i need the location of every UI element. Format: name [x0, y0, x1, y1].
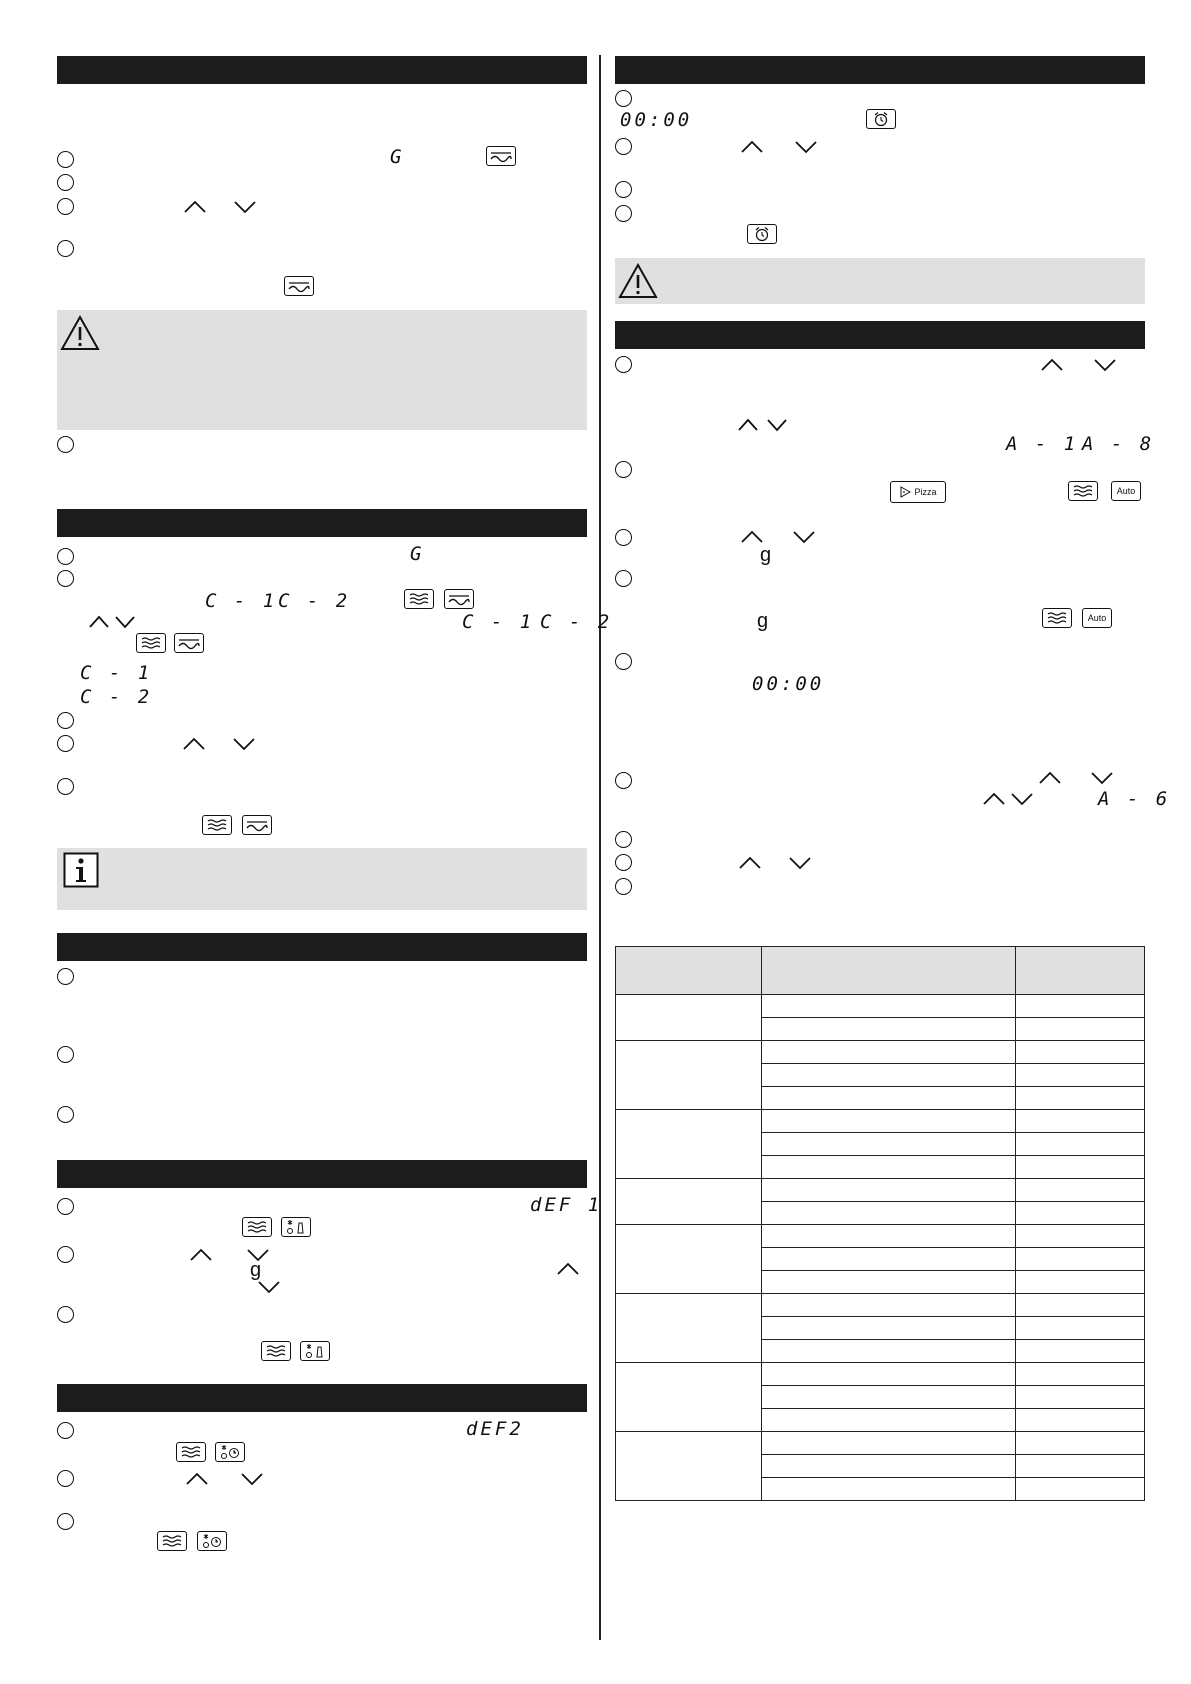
step-marker	[57, 240, 74, 257]
chevron-up-icon	[1038, 771, 1062, 785]
step-marker	[615, 181, 632, 198]
chevron-down-icon	[114, 615, 136, 629]
table-cell	[762, 1156, 1016, 1179]
chevron-down-icon	[240, 1472, 264, 1486]
info-icon	[63, 852, 99, 888]
step-marker	[57, 1513, 74, 1530]
display-c1: C - 1	[462, 611, 535, 633]
step-marker	[57, 570, 74, 587]
chevron-down-icon	[766, 418, 788, 432]
table-row	[616, 1225, 1145, 1248]
table-cell	[1016, 1271, 1145, 1294]
step-marker	[57, 1422, 74, 1439]
table-row	[616, 1294, 1145, 1317]
display-c1: C - 1	[80, 662, 153, 684]
chevron-down-icon	[792, 530, 816, 544]
display-def2: dEF2	[466, 1418, 524, 1440]
step-marker	[57, 1046, 74, 1063]
table-cell	[762, 1087, 1016, 1110]
table-cell	[762, 1064, 1016, 1087]
microwave-key-icon	[1068, 481, 1098, 501]
table-cell	[1016, 1363, 1145, 1386]
table-cell	[1016, 1156, 1145, 1179]
clock-key-icon	[866, 109, 896, 129]
auto-key-label: Auto	[1087, 613, 1107, 623]
step-marker	[57, 548, 74, 565]
step-marker	[615, 461, 632, 478]
step-marker	[57, 151, 74, 168]
display-grill: G	[390, 146, 405, 168]
step-marker	[615, 772, 632, 789]
table-cell	[1016, 1317, 1145, 1340]
chevron-up-icon	[740, 140, 764, 154]
step-marker	[615, 831, 632, 848]
table-cell	[1016, 1455, 1145, 1478]
pizza-key-label: Pizza	[914, 487, 937, 497]
table-cell	[1016, 1133, 1145, 1156]
chevron-up-icon	[737, 418, 759, 432]
microwave-key-icon	[136, 633, 166, 653]
step-marker	[57, 735, 74, 752]
table-cell	[1016, 1248, 1145, 1271]
step-marker	[57, 1246, 74, 1263]
chevron-down-icon	[788, 856, 812, 870]
section-bar-combination	[57, 509, 587, 537]
table-cell	[1016, 1225, 1145, 1248]
warning-triangle-icon	[618, 263, 658, 299]
microwave-key-icon	[202, 815, 232, 835]
step-marker	[57, 778, 74, 795]
auto-key-icon	[1111, 481, 1141, 501]
chevron-down-icon	[1090, 771, 1114, 785]
clock-key-icon	[747, 224, 777, 244]
grill-key-icon	[174, 633, 204, 653]
column-divider	[599, 55, 601, 1640]
chevron-up-icon	[556, 1262, 580, 1276]
table-cell	[762, 1386, 1016, 1409]
table-header-row	[616, 947, 1145, 995]
defrost-weight-key-icon	[281, 1217, 311, 1237]
step-marker	[57, 1198, 74, 1215]
table-cell	[762, 1340, 1016, 1363]
table-cell	[1016, 1041, 1145, 1064]
chevron-down-icon	[794, 140, 818, 154]
chevron-down-icon	[257, 1280, 281, 1294]
chevron-up-icon	[738, 856, 762, 870]
display-time: 00:00	[620, 109, 693, 131]
grill-key-icon	[242, 815, 272, 835]
table-cell	[1016, 1202, 1145, 1225]
table-cell	[616, 1179, 762, 1225]
table-cell	[1016, 1179, 1145, 1202]
grill-key-icon	[486, 146, 516, 166]
table-cell	[1016, 1409, 1145, 1432]
table-cell	[1016, 1110, 1145, 1133]
step-marker	[615, 205, 632, 222]
microwave-key-icon	[157, 1531, 187, 1551]
table-cell	[1016, 1064, 1145, 1087]
step-marker	[615, 570, 632, 587]
table-cell	[762, 1432, 1016, 1455]
chevron-up-icon	[182, 737, 206, 751]
table-cell	[762, 1133, 1016, 1156]
chevron-down-icon	[233, 200, 257, 214]
table-cell	[616, 1225, 762, 1294]
chevron-down-icon	[1010, 792, 1034, 806]
grill-key-icon	[444, 589, 474, 609]
step-marker	[57, 1106, 74, 1123]
chevron-down-icon	[1093, 358, 1117, 372]
defrost-time-key-icon	[215, 1442, 245, 1462]
section-bar-grill	[57, 56, 587, 84]
section-bar-auto-menu	[615, 321, 1145, 349]
table-row	[616, 1110, 1145, 1133]
grill-key-icon	[284, 276, 314, 296]
microwave-key-icon	[242, 1217, 272, 1237]
warning-box	[615, 258, 1145, 304]
chevron-up-icon	[185, 1472, 209, 1486]
chevron-up-icon	[183, 200, 207, 214]
table-cell	[762, 1202, 1016, 1225]
microwave-key-icon	[176, 1442, 206, 1462]
table-cell	[762, 995, 1016, 1018]
table-cell	[762, 1225, 1016, 1248]
step-marker	[57, 968, 74, 985]
display-a1: A - 1	[1006, 433, 1079, 455]
table-cell	[762, 1455, 1016, 1478]
step-marker	[57, 436, 74, 453]
step-marker	[615, 854, 632, 871]
gram-unit: g	[757, 610, 769, 632]
auto-menu-table	[615, 946, 1145, 1501]
display-grill: G	[410, 543, 425, 565]
display-a6: A - 6	[1098, 788, 1171, 810]
microwave-key-icon	[1042, 608, 1072, 628]
table-cell	[762, 1041, 1016, 1064]
chevron-up-icon	[189, 1248, 213, 1262]
section-bar-clock	[615, 56, 1145, 84]
table-cell	[616, 1363, 762, 1432]
microwave-key-icon	[404, 589, 434, 609]
table-cell	[762, 1110, 1016, 1133]
table-cell	[616, 1432, 762, 1501]
chevron-down-icon	[232, 737, 256, 751]
step-marker	[57, 712, 74, 729]
section-bar-quick-start	[57, 933, 587, 961]
display-c1: C - 1	[205, 590, 278, 612]
auto-key-label: Auto	[1116, 486, 1136, 496]
table-cell	[762, 1478, 1016, 1501]
table-cell	[762, 1271, 1016, 1294]
display-def1: dEF 1	[530, 1194, 603, 1216]
table-cell	[1016, 1478, 1145, 1501]
step-marker	[57, 1470, 74, 1487]
table-cell	[1016, 1386, 1145, 1409]
table-cell	[762, 1248, 1016, 1271]
display-c2: C - 2	[540, 611, 613, 633]
table-row	[616, 1041, 1145, 1064]
step-marker	[615, 90, 632, 107]
table-cell	[1016, 1018, 1145, 1041]
table-cell	[1016, 995, 1145, 1018]
info-box	[57, 848, 587, 910]
table-header-cell	[762, 947, 1016, 995]
step-marker	[57, 174, 74, 191]
table-cell	[762, 1179, 1016, 1202]
gram-unit: g	[760, 544, 772, 566]
defrost-time-key-icon	[197, 1531, 227, 1551]
display-c2: C - 2	[278, 590, 351, 612]
table-cell	[616, 1110, 762, 1179]
step-marker	[57, 198, 74, 215]
table-row	[616, 1179, 1145, 1202]
table-header-cell	[616, 947, 762, 995]
table-cell	[616, 995, 762, 1041]
warning-box	[57, 310, 587, 430]
pizza-key	[890, 481, 946, 503]
table-cell	[1016, 1340, 1145, 1363]
step-marker	[615, 653, 632, 670]
warning-triangle-icon	[60, 315, 100, 351]
chevron-up-icon	[740, 530, 764, 544]
table-cell	[1016, 1432, 1145, 1455]
table-row	[616, 1363, 1145, 1386]
gram-unit: g	[250, 1259, 262, 1281]
defrost-weight-key-icon	[300, 1341, 330, 1361]
pizza-key-icon	[899, 486, 911, 498]
table-cell	[762, 1018, 1016, 1041]
table-cell	[1016, 1294, 1145, 1317]
table-cell	[762, 1294, 1016, 1317]
table-cell	[616, 1041, 762, 1110]
microwave-key-icon	[261, 1341, 291, 1361]
chevron-up-icon	[982, 792, 1006, 806]
section-bar-defrost-time	[57, 1384, 587, 1412]
step-marker	[57, 1306, 74, 1323]
table-row	[616, 1432, 1145, 1455]
display-time: 00:00	[752, 673, 825, 695]
step-marker	[615, 356, 632, 373]
table-header-cell	[1016, 947, 1145, 995]
auto-key-icon	[1082, 608, 1112, 628]
display-a8: A - 8	[1082, 433, 1155, 455]
table-cell	[1016, 1087, 1145, 1110]
step-marker	[615, 878, 632, 895]
section-bar-defrost-weight	[57, 1160, 587, 1188]
table-cell	[616, 1294, 762, 1363]
step-marker	[615, 138, 632, 155]
table-cell	[762, 1409, 1016, 1432]
table-row	[616, 995, 1145, 1018]
chevron-up-icon	[88, 615, 110, 629]
display-c2: C - 2	[80, 686, 153, 708]
chevron-up-icon	[1040, 358, 1064, 372]
step-marker	[615, 529, 632, 546]
table-cell	[762, 1317, 1016, 1340]
table-cell	[762, 1363, 1016, 1386]
